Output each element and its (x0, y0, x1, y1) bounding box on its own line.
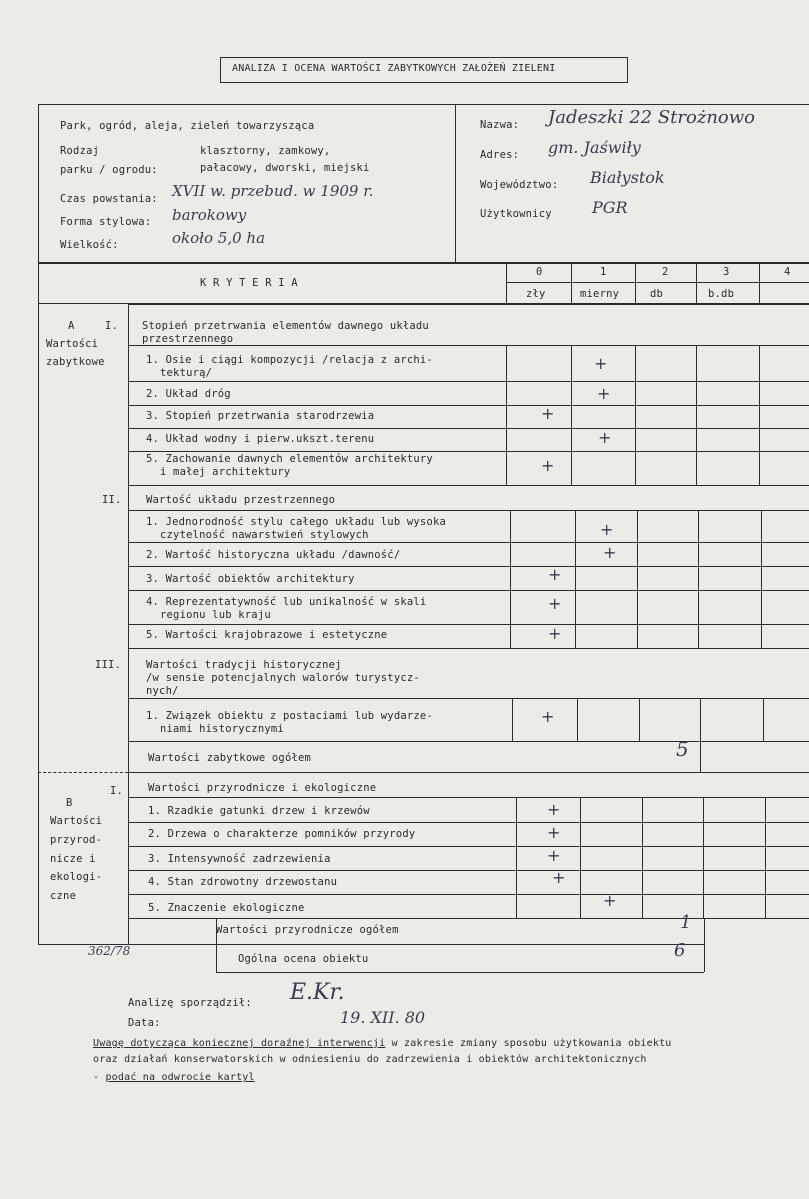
note-3-underlined: podać na odwrocie kartyl (105, 1072, 255, 1083)
section-a-i: I. (105, 320, 119, 332)
note-line-2: oraz działań konserwatorskich w odniesieniu do zadrzewienia i obiektów architektonicznych (93, 1054, 647, 1065)
criterion-b-4: 4. Stan zdrowotny drzewostanu (148, 876, 338, 888)
criterion-ii-5: 5. Wartości krajobrazowe i estetyczne (146, 629, 388, 641)
nazwa-label: Nazwa: (480, 119, 520, 131)
section-a-name-2: zabytkowe (46, 356, 105, 368)
uzytkownicy-value: PGR (592, 198, 628, 217)
criteria-header-box (38, 262, 809, 304)
section-i-title-2: przestrzennego (142, 333, 234, 345)
header-divider (455, 104, 456, 264)
section-b-letter: B (66, 797, 73, 809)
criterion-ii-1b: czytelność nawarstwień stylowych (160, 529, 369, 541)
uzytkownicy-label: Użytkownicy (480, 208, 552, 220)
score-0-label: zły (526, 288, 546, 300)
section-i-title-1: Stopień przetrwania elementów dawnego układu (142, 320, 429, 332)
forma-value: barokowy (172, 206, 247, 224)
criterion-b-5: 5. Znaczenie ekologiczne (148, 902, 305, 914)
section-b-name-0: Wartości (50, 815, 103, 827)
mark-b-4: + (552, 868, 566, 887)
note-1-rest: w zakresie zmiany sposobu użytkowania obiektu (385, 1038, 672, 1049)
note-1-underlined: Uwagę dotycząca koniecznej doraźnej interwencji (93, 1038, 386, 1049)
criterion-i-3: 3. Stopień przetrwania starodrzewia (146, 410, 375, 422)
mark-iii-1: + (541, 707, 555, 726)
table-left-border (38, 304, 39, 944)
analize-signature: E.Kr. (290, 980, 345, 1005)
czas-value: XVII w. przebud. w 1909 r. (172, 182, 374, 200)
czas-label: Czas powstania: (60, 193, 158, 205)
overall-label: Ogólna ocena obiektu (238, 953, 369, 965)
page-title: ANALIZA I OCENA WARTOŚCI ZABYTKOWYCH ZAŁOŻEŃ ZIELENI (232, 63, 556, 74)
criterion-b-1: 1. Rzadkie gatunki drzew i krzewów (148, 805, 370, 817)
section-iii-title-3: nych/ (146, 685, 179, 697)
rodzaj-options-1: klasztorny, zamkowy, (200, 145, 331, 157)
data-label: Data: (128, 1017, 161, 1029)
criterion-i-1: 1. Osie i ciągi kompozycji /relacja z archi- (146, 354, 433, 366)
score-4-num: 4 (784, 266, 791, 278)
criterion-ii-4: 4. Reprezentatywność lub unikalność w skali (146, 596, 427, 608)
note-line-1 (93, 1038, 672, 1049)
score-0-num: 0 (536, 266, 543, 278)
section-iii-title-2: /w sensie potencjalnych walorów turystycz- (146, 672, 420, 684)
note-3-dash: - (93, 1072, 106, 1083)
criterion-i-2: 2. Układ dróg (146, 388, 231, 400)
criterion-i-5b: i małej architektury (160, 466, 291, 478)
section-b-i: I. (110, 785, 124, 797)
section-b-name-3: ekologi- (50, 871, 103, 883)
section-iii-title-1: Wartości tradycji historycznej (146, 659, 342, 671)
mark-i-3: + (541, 404, 555, 423)
a-total-label: Wartości zabytkowe ogółem (148, 752, 312, 764)
overall-value: 6 (674, 940, 686, 961)
section-ii: II. (102, 494, 122, 506)
mark-b-1: + (547, 800, 561, 819)
section-b-name-2: nicze i (50, 853, 96, 865)
mark-i-4: + (598, 428, 612, 447)
section-b-title: Wartości przyrodnicze i ekologiczne (148, 782, 377, 794)
criterion-i-1b: tekturą/ (160, 367, 213, 379)
score-2-num: 2 (662, 266, 669, 278)
score-3-num: 3 (723, 266, 730, 278)
section-b-name-1: przyrod- (50, 834, 103, 846)
section-a-letter: A (68, 320, 75, 332)
mark-b-5: + (603, 891, 617, 910)
criterion-ii-3: 3. Wartość obiektów architektury (146, 573, 355, 585)
criterion-iii-1: 1. Związek obiektu z postaciami lub wydarze- (146, 710, 433, 722)
mark-i-1: + (594, 354, 608, 373)
rodzaj-label: Rodzaj (60, 145, 100, 157)
criterion-ii-4b: regionu lub kraju (160, 609, 271, 621)
forma-label: Forma stylowa: (60, 216, 152, 228)
mark-b-2: + (547, 823, 561, 842)
mark-i-5: + (541, 456, 555, 475)
a-total-value: 5 (676, 737, 689, 761)
criterion-i-5: 5. Zachowanie dawnych elementów architektury (146, 453, 433, 465)
section-a-b-divider (38, 772, 128, 773)
mark-ii-4: + (548, 594, 562, 613)
wielkosc-label: Wielkość: (60, 239, 119, 251)
criterion-iii-1b: niami historycznymi (160, 723, 284, 735)
park-line: Park, ogród, aleja, zieleń towarzysząca (60, 120, 315, 132)
adres-value: gm. Jaświły (548, 138, 641, 157)
score-3-label: b.db (708, 288, 735, 300)
score-2-label: db (650, 288, 664, 300)
note-line-3 (93, 1072, 255, 1083)
section-iii: III. (95, 659, 122, 671)
criteria-label: K R Y T E R I A (200, 277, 298, 289)
criterion-b-2: 2. Drzewa o charakterze pomników przyrody (148, 828, 416, 840)
mark-ii-3: + (548, 565, 562, 584)
score-1-label: mierny (580, 288, 620, 300)
section-b-name-4: czne (50, 890, 77, 902)
mark-ii-5: + (548, 624, 562, 643)
criterion-ii-2: 2. Wartość historyczna układu /dawność/ (146, 549, 401, 561)
wielkosc-value: około 5,0 ha (172, 229, 266, 247)
reference-number: 362/78 (88, 944, 131, 958)
rodzaj-options-2: pałacowy, dworski, miejski (200, 162, 370, 174)
analize-label: Analizę sporządził: (128, 997, 252, 1009)
section-ii-title: Wartość układu przestrzennego (146, 494, 336, 506)
score-1-num: 1 (600, 266, 607, 278)
adres-label: Adres: (480, 149, 520, 161)
mark-ii-2: + (603, 543, 617, 562)
wojewodztwo-value: Białystok (590, 168, 665, 187)
mark-i-2: + (597, 384, 611, 403)
nazwa-value: Jadeszki 22 Strożnowo (548, 107, 756, 128)
criterion-b-3: 3. Intensywność zadrzewienia (148, 853, 331, 865)
criterion-i-4: 4. Układ wodny i pierw.ukszt.terenu (146, 433, 375, 445)
criterion-ii-1: 1. Jednorodność stylu całego układu lub wysoka (146, 516, 446, 528)
wojewodztwo-label: Województwo: (480, 179, 559, 191)
data-value: 19. XII. 80 (340, 1008, 426, 1027)
b-total-value: 1 (680, 912, 692, 933)
parku-label: parku / ogrodu: (60, 164, 158, 176)
mark-ii-1: + (600, 520, 614, 539)
mark-b-3: + (547, 846, 561, 865)
b-total-label: Wartości przyrodnicze ogółem (216, 924, 399, 936)
section-a-name-1: Wartości (46, 338, 99, 350)
